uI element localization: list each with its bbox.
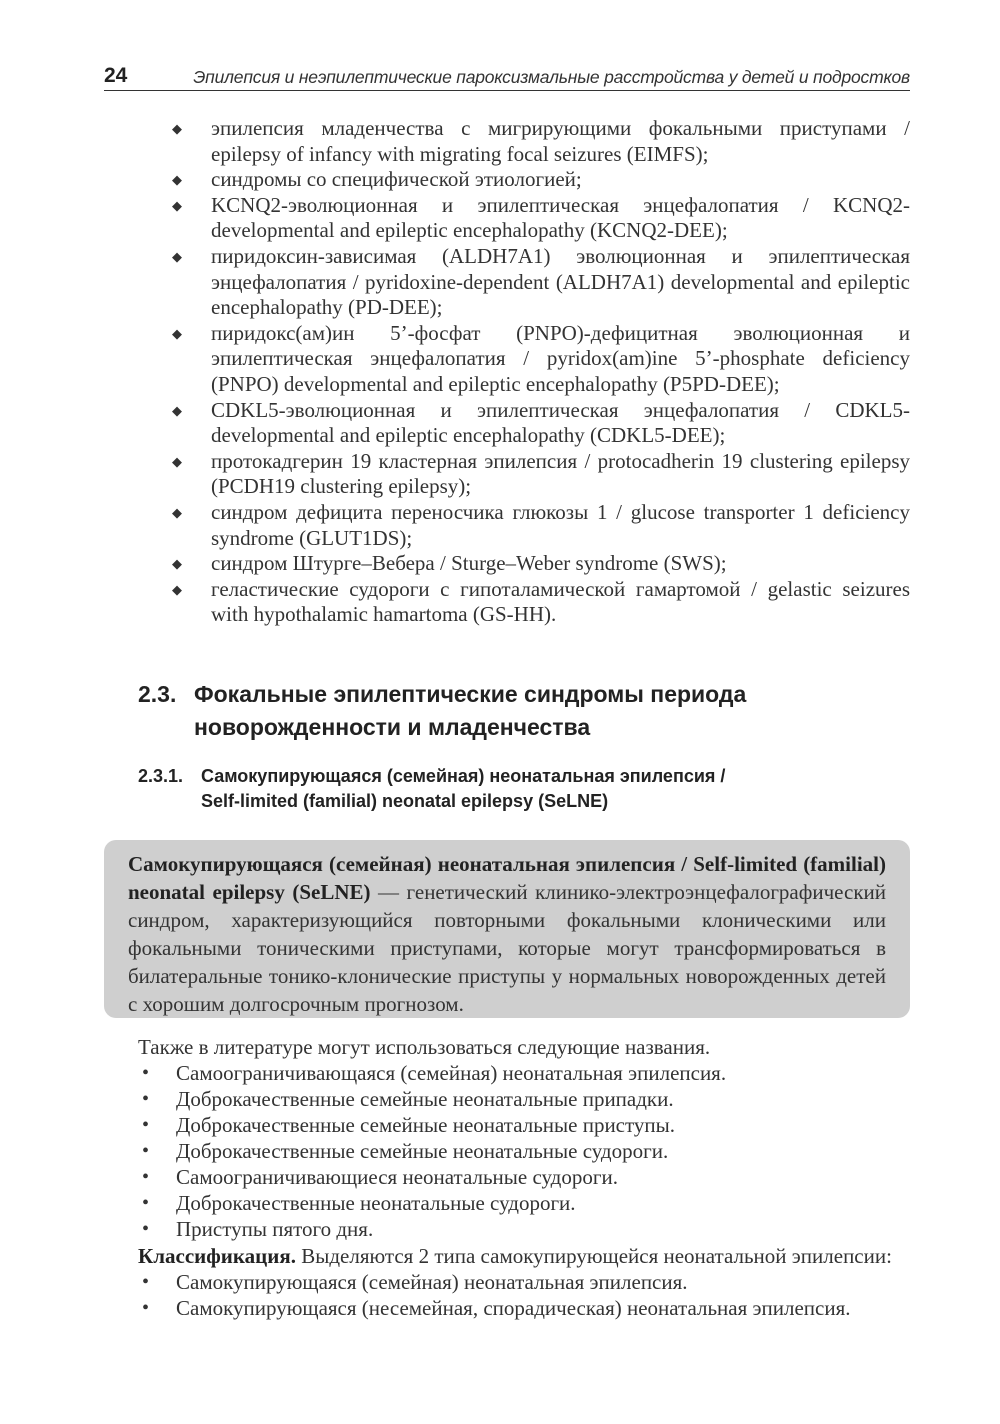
list-item: • Приступы пятого дня.	[142, 1217, 374, 1241]
diamond-bullet-icon: ◆	[172, 172, 182, 188]
list-item: • Доброкачественные неонатальные судороги.	[142, 1191, 576, 1215]
diamond-bullet-icon: ◆	[172, 556, 182, 572]
section-number: 2.3.	[138, 681, 177, 707]
list-item: ◆ протокадгерин 19 кластерная эпилепсия / protocadherin 19 clustering epilepsy (PCDH19 clustering epilepsy);	[172, 448, 910, 499]
bullet-icon: •	[142, 1166, 150, 1188]
bullet-icon: •	[142, 1192, 150, 1214]
list-item: ◆ синдром дефицита переносчика глюкозы 1 / glucose transporter 1 deficiency syndrome (GLUT1DS);	[172, 499, 910, 550]
list-item: ◆ синдром Штурге–Вебера / Sturge–Weber syndrome (SWS);	[172, 551, 727, 576]
classification-text: Выделяются 2 типа самокупирующейся неонатальной эпилепсии:	[295, 1244, 892, 1268]
classification-list	[138, 1269, 910, 1321]
definition-body: — генетический клинико-электроэнцефалографический синдром, характеризующийся повторными фокальными клоническими или фокальными тоническими приступами, которые могут трансформироваться в билатеральные тонико-клонические приступы у нормальных новорожденных детей с хорошим долгосрочным прогнозом.	[128, 880, 886, 1016]
page-number: 24	[104, 64, 128, 87]
list-item: ◆ пиридоксин-зависимая (ALDH7A1) эволюционная и эпилептическая энцефалопатия / pyridoxine-dependent (ALDH7A1) developmental and epileptic encephalopathy (PD-DEE);	[172, 243, 910, 320]
bullet-icon: •	[142, 1062, 150, 1084]
section-title: Фокальные эпилептические синдромы периода новорожденности и младенчества	[194, 681, 747, 740]
bullet-icon: •	[142, 1140, 150, 1162]
alt-names-intro: Также в литературе могут использоваться следующие названия.	[138, 1035, 711, 1059]
diamond-bullet-icon: ◆	[172, 197, 182, 213]
list-item: • Самокупирующаяся (семейная) неонатальная эпилепсия.	[142, 1270, 688, 1294]
list-item: ◆ KCNQ2-эволюционная и эпилептическая энцефалопатия / KCNQ2-developmental and epileptic encephalopathy (KCNQ2-DEE);	[172, 192, 910, 243]
syndromes-list	[172, 116, 910, 628]
diamond-bullet-icon: ◆	[172, 504, 182, 520]
running-title: Эпилепсия и неэпилептические пароксизмальные расстройства у детей и подростков	[193, 67, 910, 87]
classification-paragraph	[138, 1243, 918, 1269]
bullet-icon: •	[142, 1114, 150, 1136]
list-item: ◆ CDKL5-эволюционная и эпилептическая энцефалопатия / CDKL5-developmental and epileptic encephalopathy (CDKL5-DEE);	[172, 397, 910, 448]
diamond-bullet-icon: ◆	[172, 121, 182, 136]
alt-names-list	[138, 1060, 910, 1242]
list-item: ◆ эпилепсия младенчества с мигрирующими фокальными приступами / epilepsy of infancy with migrating focal seizures (EIMFS);	[172, 116, 910, 166]
list-item: ◆ синдромы со специфической этиологией;	[172, 167, 582, 192]
diamond-bullet-icon: ◆	[172, 581, 182, 597]
bullet-icon: •	[142, 1297, 150, 1319]
running-header	[104, 62, 910, 91]
definition-term: Самокупирующаяся (семейная) неонатальная эпилепсия / Self-limited (familial) neonatal epilepsy (SeLNE)	[128, 852, 886, 904]
list-item: • Самокупирующаяся (несемейная, спорадическая) неонатальная эпилепсия.	[142, 1296, 851, 1320]
list-item: • Доброкачественные семейные неонатальные приступы.	[142, 1113, 675, 1137]
list-item: • Доброкачественные семейные неонатальные судороги.	[142, 1139, 669, 1163]
list-item: • Самоограничивающиеся неонатальные судороги.	[142, 1165, 618, 1189]
diamond-bullet-icon: ◆	[172, 453, 182, 469]
subsection-title: Самокупирующаяся (семейная) неонатальная эпилепсия / Self-limited (familial) neonatal epilepsy (SeLNE)	[201, 766, 726, 811]
subsection-number: 2.3.1.	[138, 766, 184, 786]
diamond-bullet-icon: ◆	[172, 325, 182, 341]
definition-text	[128, 850, 886, 1018]
definition-box	[104, 840, 910, 1018]
diamond-bullet-icon: ◆	[172, 248, 182, 264]
list-item: • Самоограничивающаяся (семейная) неонатальная эпилепсия.	[142, 1061, 727, 1085]
list-item: ◆ пиридокс(ам)ин 5’-фосфат (PNPO)-дефицитная эволюционная и эпилептическая энцефалопатия / pyridox(am)ine 5’-phosphate deficiency (PNPO) developmental and epileptic encephalopathy (P5PD-DEE);	[172, 320, 910, 396]
list-item: ◆ геластические судороги с гипоталамической гамартомой / gelastic seizures with hypothalamic hamartoma (GS-HH).	[172, 576, 910, 627]
classification-label: Классификация.	[138, 1244, 296, 1268]
diamond-bullet-icon: ◆	[172, 402, 182, 418]
bullet-icon: •	[142, 1271, 150, 1293]
bullet-icon: •	[142, 1218, 150, 1240]
bullet-icon: •	[142, 1088, 150, 1110]
list-item: • Доброкачественные семейные неонатальные припадки.	[142, 1087, 674, 1111]
